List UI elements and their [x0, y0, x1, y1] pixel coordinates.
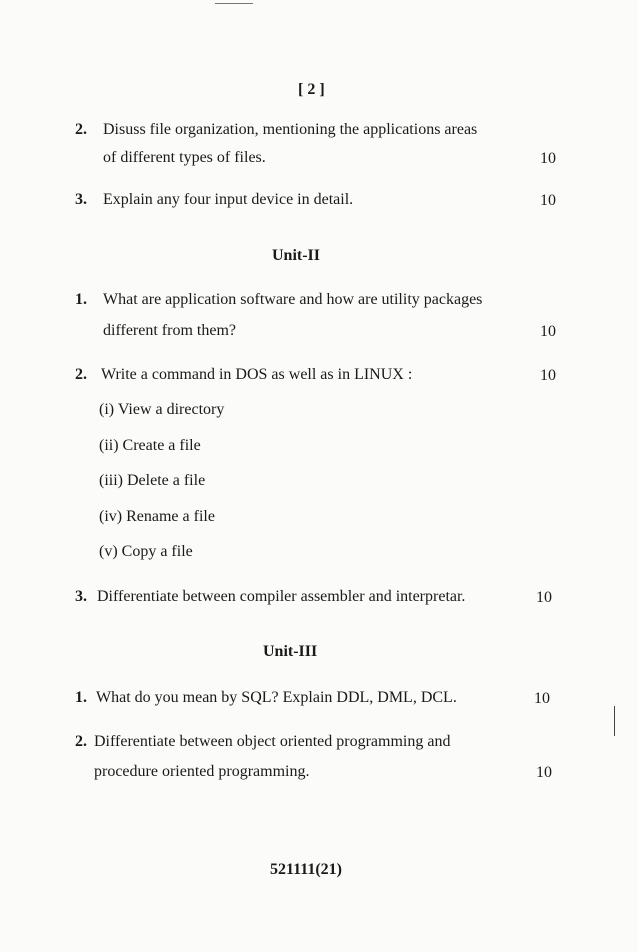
scan-mark — [215, 0, 253, 4]
page-number: [ 2 ] — [298, 81, 325, 98]
question-text: Differentiate between compiler assembler and interpretar. — [97, 588, 466, 605]
question-marks: 10 — [540, 150, 556, 167]
question-text: Disuss file organization, mentioning the applications areas — [103, 121, 478, 138]
question-marks: 10 — [536, 589, 552, 606]
unit-heading: Unit-III — [263, 643, 318, 660]
question-number: 3. — [75, 191, 87, 208]
question-text: What are application software and how are utility packages — [103, 291, 483, 308]
question-number: 3. — [75, 588, 87, 605]
question-number: 2. — [75, 366, 87, 383]
question-text: Differentiate between object oriented programming and — [94, 733, 451, 750]
question-text: of different types of files. — [103, 149, 266, 166]
sub-item: (iii) Delete a file — [99, 472, 206, 489]
question-text: procedure oriented programming. — [94, 763, 310, 780]
question-text: What do you mean by SQL? Explain DDL, DML, DCL. — [96, 689, 457, 706]
unit-heading: Unit-II — [272, 247, 321, 264]
question-marks: 10 — [536, 764, 552, 781]
sub-item: (iv) Rename a file — [99, 508, 215, 525]
question-text: different from them? — [103, 322, 236, 339]
sub-item: (ii) Create a file — [99, 437, 201, 454]
question-text: Explain any four input device in detail. — [103, 191, 354, 208]
scan-edge-mark — [614, 706, 615, 736]
question-number: 2. — [75, 733, 87, 750]
question-number: 1. — [75, 291, 87, 308]
question-marks: 10 — [540, 367, 556, 384]
question-text: Write a command in DOS as well as in LINUX : — [101, 366, 413, 383]
question-number: 2. — [75, 121, 87, 138]
sub-item: (i) View a directory — [99, 401, 225, 418]
sub-item: (v) Copy a file — [99, 543, 193, 560]
question-marks: 10 — [534, 690, 550, 707]
question-number: 1. — [75, 689, 87, 706]
footer-code: 521111(21) — [270, 861, 343, 878]
question-marks: 10 — [540, 192, 556, 209]
question-marks: 10 — [540, 323, 556, 340]
